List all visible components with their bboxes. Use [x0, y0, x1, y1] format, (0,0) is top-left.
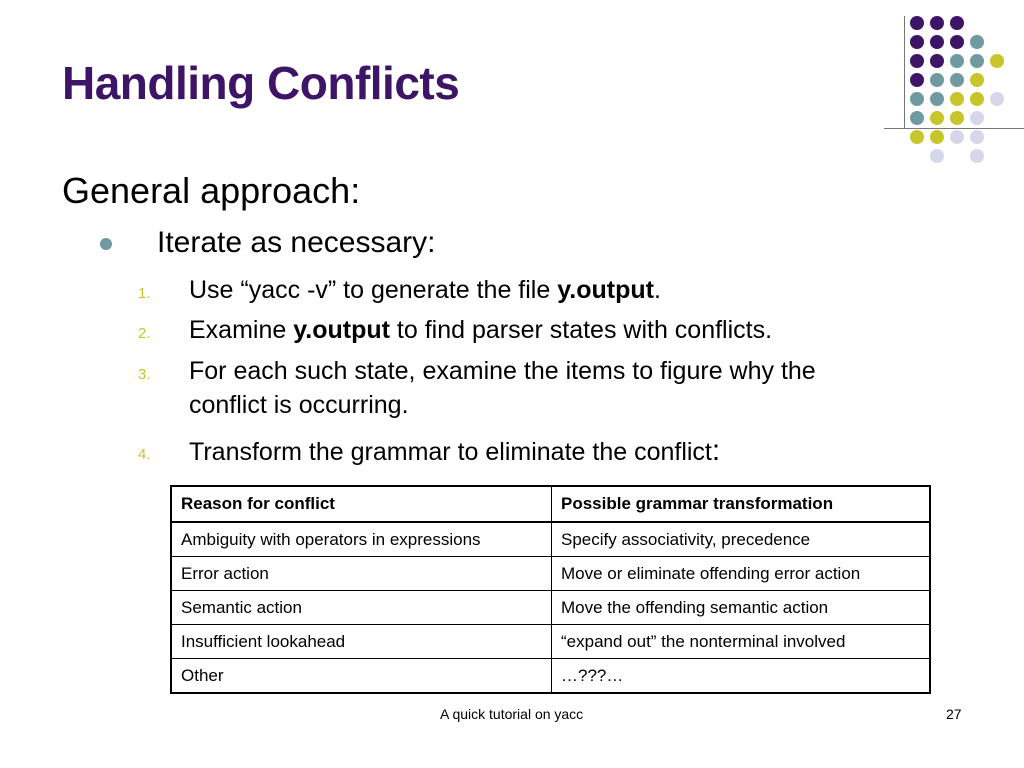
- footer-title: A quick tutorial on yacc: [440, 706, 584, 722]
- table-cell-reason: Insufficient lookahead: [171, 625, 552, 659]
- table-row: [171, 591, 930, 625]
- table-cell-transformation: Specify associativity, precedence: [552, 522, 931, 557]
- table-row: [171, 625, 930, 659]
- step-3-text: [189, 354, 816, 422]
- decor-dot: [930, 130, 944, 144]
- decor-dot: [910, 54, 924, 68]
- decor-dot: [970, 35, 984, 49]
- decor-dot: [950, 73, 964, 87]
- decor-dot: [930, 92, 944, 106]
- conflict-table: [170, 485, 931, 694]
- table-cell-transformation: “expand out” the nonterminal involved: [552, 625, 931, 659]
- step-4-text: [189, 434, 720, 469]
- decor-dot: [950, 92, 964, 106]
- decor-dot: [970, 130, 984, 144]
- decor-dot: [910, 35, 924, 49]
- step-3-line-2: conflict is occurring.: [189, 391, 409, 419]
- decor-dot: [930, 54, 944, 68]
- step-2-pre: Examine: [189, 316, 294, 344]
- table-cell-transformation: Move or eliminate offending error action: [552, 557, 931, 591]
- decor-dot: [970, 73, 984, 87]
- decor-dot: [970, 111, 984, 125]
- decor-dot: [950, 130, 964, 144]
- decor-dot: [950, 35, 964, 49]
- decor-dot: [990, 54, 1004, 68]
- table-cell-reason: Error action: [171, 557, 552, 591]
- step-number-1: 1.: [138, 285, 151, 302]
- decor-dot: [910, 92, 924, 106]
- table-row: [171, 659, 930, 694]
- decor-dot: [930, 111, 944, 125]
- decor-dot: [970, 54, 984, 68]
- decor-dot: [930, 35, 944, 49]
- decor-dot: [930, 16, 944, 30]
- decor-dot: [950, 16, 964, 30]
- step-2-text: [189, 313, 772, 347]
- decor-dot: [910, 111, 924, 125]
- table-row: [171, 522, 930, 557]
- header-transformation: Possible grammar transformation: [552, 486, 931, 522]
- decor-dot: [930, 149, 944, 163]
- iterate-bullet-text: Iterate as necessary:: [157, 226, 436, 259]
- table-cell-transformation: Move the offending semantic action: [552, 591, 931, 625]
- step-4-main: Transform the grammar to eliminate the conflict: [189, 438, 712, 466]
- step-1-text: [189, 273, 661, 307]
- decor-vertical-line: [904, 16, 905, 128]
- table-cell-reason: Ambiguity with operators in expressions: [171, 522, 552, 557]
- bullet-dot-icon: [100, 238, 112, 250]
- decor-dot: [970, 92, 984, 106]
- step-1-bold: y.output: [557, 276, 654, 304]
- step-2-bold: y.output: [293, 316, 390, 344]
- decor-dot: [950, 111, 964, 125]
- header-reason: Reason for conflict: [171, 486, 552, 522]
- step-4-colon: :: [711, 434, 721, 467]
- table-header-row: [171, 486, 930, 522]
- step-2-post: to find parser states with conflicts.: [389, 316, 773, 344]
- step-number-2: 2.: [138, 325, 151, 342]
- decor-dot: [970, 149, 984, 163]
- decor-dot: [930, 73, 944, 87]
- slide-title: Handling Conflicts: [62, 57, 460, 109]
- table-row: [171, 557, 930, 591]
- step-1-pre: Use “yacc -v” to generate the file: [189, 276, 558, 304]
- decor-dot: [950, 54, 964, 68]
- decor-dot: [910, 73, 924, 87]
- table-cell-reason: Other: [171, 659, 552, 694]
- step-number-4: 4.: [138, 446, 151, 463]
- general-approach-heading: General approach:: [62, 170, 361, 211]
- decor-dot: [910, 16, 924, 30]
- table-cell-transformation: …???…: [552, 659, 931, 694]
- step-number-3: 3.: [138, 366, 151, 383]
- step-3-line-1: For each such state, examine the items to figure why the: [189, 357, 816, 385]
- page-number: 27: [946, 706, 962, 722]
- step-1-post: .: [653, 276, 661, 304]
- decor-dot: [910, 130, 924, 144]
- decor-dot: [990, 92, 1004, 106]
- decor-horizontal-line: [884, 128, 1024, 129]
- table-cell-reason: Semantic action: [171, 591, 552, 625]
